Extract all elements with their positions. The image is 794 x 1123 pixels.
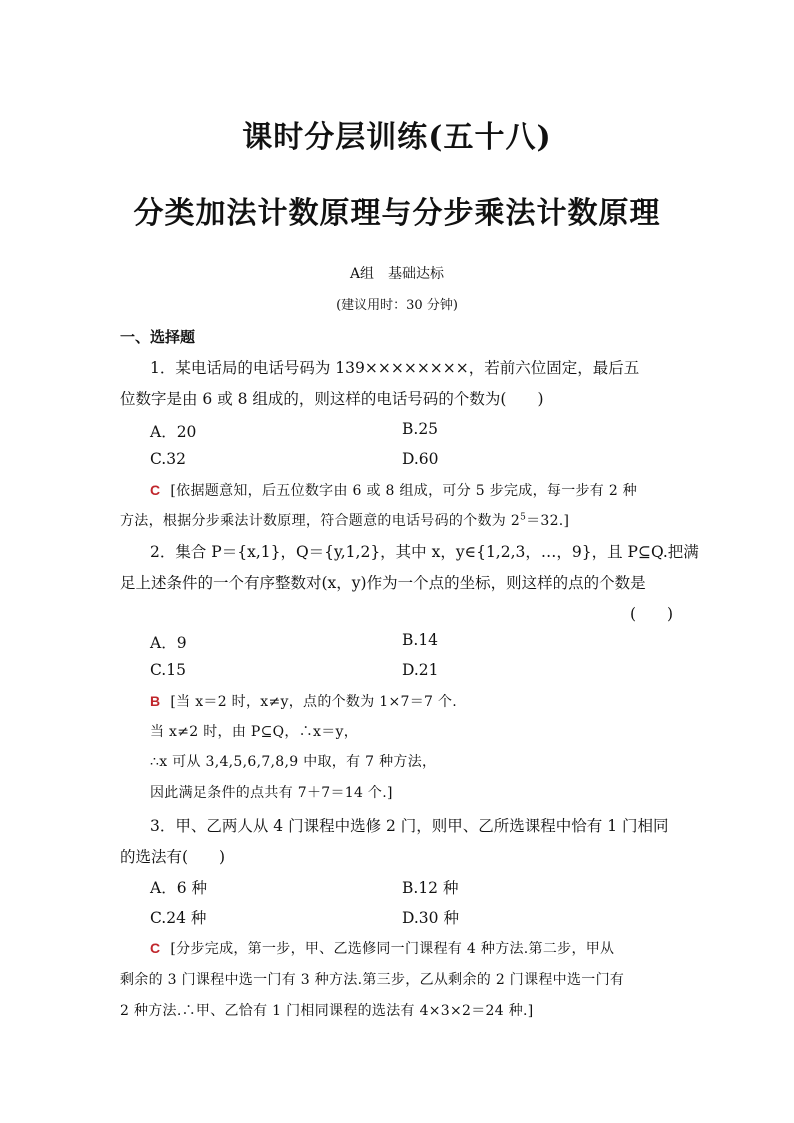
q3-option-d: D.30 种 <box>402 909 459 927</box>
q2-stem-line2: 足上述条件的一个有序整数对(x，y)作为一个点的坐标，则这样的点的个数是 <box>120 574 646 592</box>
q1-solution-line2 <box>120 510 680 530</box>
q1-option-d: D.60 <box>402 450 439 468</box>
q2-solution-line1 <box>150 691 710 711</box>
q1-solution-line1 <box>150 480 710 500</box>
q3-stem-line1: 3．甲、乙两人从 4 门课程中选修 2 门，则甲、乙所选课程中恰有 1 门相同 <box>150 817 669 835</box>
q2-option-a: A．9 <box>150 634 187 652</box>
q1-option-a: A．20 <box>150 423 197 441</box>
q1-stem-line2: 位数字是由 6 或 8 组成的，则这样的电话号码的个数为( ) <box>120 390 544 408</box>
q2-solution-line3: ∴x 可从 3,4,5,6,7,8,9 中取，有 7 种方法， <box>150 754 437 770</box>
q1-option-b: B.25 <box>402 420 439 438</box>
q3-solution-line2: 剩余的 3 门课程中选一门有 3 种方法.第三步，乙从剩余的 2 门课程中选一门有 <box>120 972 625 988</box>
section-heading: 一、选择题 <box>120 328 196 346</box>
q3-answer-letter: C <box>150 940 161 956</box>
q1-solution-text2-end: ＝32.] <box>526 513 570 529</box>
q1-solution-text2: 方法，根据分步乘法计数原理，符合题意的电话号码的个数为 2 <box>120 513 521 529</box>
q2-solution-line4: 因此满足条件的点共有 7＋7＝14 个.] <box>150 785 393 801</box>
q2-option-b: B.14 <box>402 631 439 649</box>
time-suggestion: (建议用时：30 分钟) <box>336 298 458 313</box>
q1-answer-letter: C <box>150 482 161 498</box>
q3-option-b: B.12 种 <box>402 879 459 897</box>
q3-option-a: A．6 种 <box>150 879 207 897</box>
page-title: 课时分层训练(五十八) <box>242 120 552 155</box>
q3-solution-text1: [分步完成，第一步，甲、乙选修同一门课程有 4 种方法.第二步，甲从 <box>170 941 615 957</box>
q3-solution-line1 <box>150 938 710 958</box>
group-label: A组 基础达标 <box>349 266 445 282</box>
q1-solution-text1: [依据题意知，后五位数字由 6 或 8 组成，可分 5 步完成，每一步有 2 种 <box>170 483 638 499</box>
q2-answer-letter: B <box>150 693 161 709</box>
q1-option-c: C.32 <box>150 450 186 468</box>
q2-option-d: D.21 <box>402 661 439 679</box>
q3-solution-line3: 2 种方法.∴甲、乙恰有 1 门相同课程的选法有 4×3×2＝24 种.] <box>120 1003 534 1019</box>
q2-solution-text1: [当 x＝2 时，x≠y，点的个数为 1×7＝7 个. <box>170 694 458 710</box>
page-subtitle: 分类加法计数原理与分步乘法计数原理 <box>133 196 661 231</box>
q3-stem-line2: 的选法有( ) <box>120 848 226 866</box>
q2-option-c: C.15 <box>150 661 186 679</box>
q2-stem-line1: 2．集合 P＝{x,1}，Q＝{y,1,2}，其中 x，y∈{1,2,3，…，9}，且 P⊆Q.把满 <box>150 543 699 561</box>
q3-option-c: C.24 种 <box>150 909 207 927</box>
q2-solution-line2: 当 x≠2 时，由 P⊆Q，∴x＝y， <box>150 724 359 740</box>
q2-answer-paren: ( ) <box>630 605 674 623</box>
q1-stem-line1: 1．某电话局的电话号码为 139××××××××，若前六位固定，最后五 <box>150 359 640 377</box>
q1-solution-exponent: 5 <box>520 512 527 523</box>
